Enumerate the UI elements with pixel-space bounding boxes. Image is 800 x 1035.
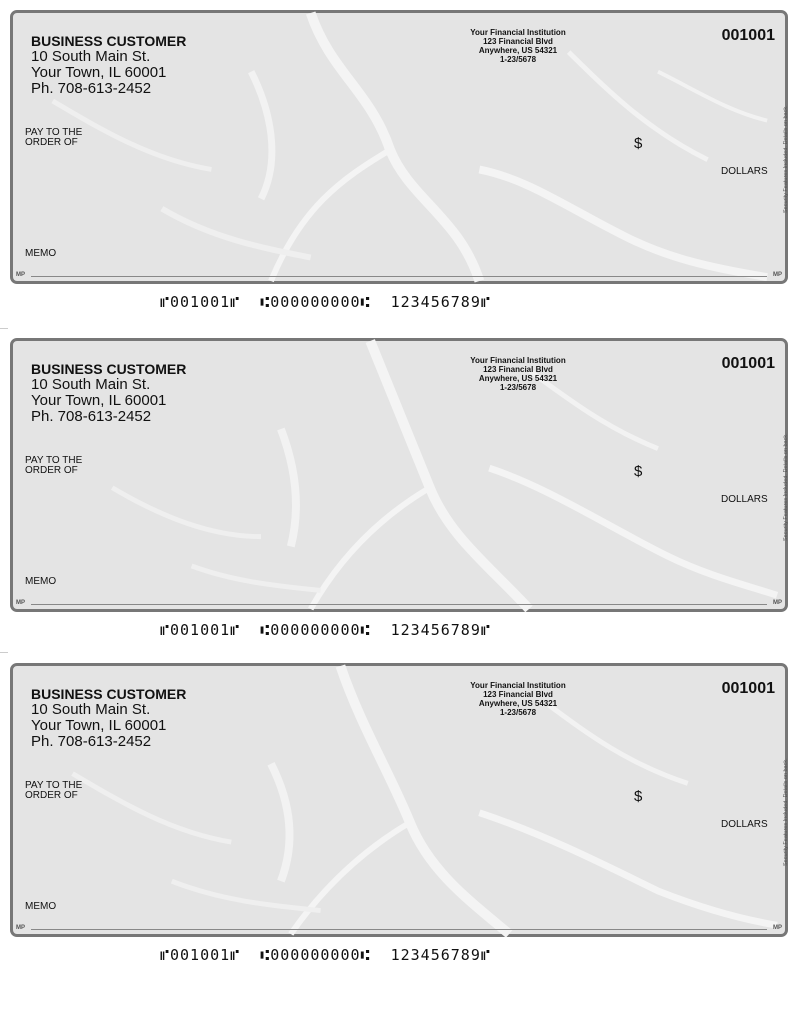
bank-address-2: Anywhere, US 54321 [478,699,558,708]
bank-name: Your Financial Institution [470,28,566,37]
company-block [31,33,186,97]
mp-mark-right: MP [773,272,782,278]
check-3 [10,663,788,937]
signature-baseline [31,604,767,605]
dollars-label: DOLLARS [721,819,768,830]
micr-line: ⑈001001⑈ ⑆000000000⑆ 123456789⑈ [160,293,491,311]
security-notice: Security Features Included. Details on back. [783,758,789,866]
check-slot-1 [0,0,800,328]
memo-label: MEMO [25,901,57,912]
company-address-2: Your Town, IL 60001 [31,717,167,734]
pay-to-line-1: PAY TO THE [25,127,83,138]
bank-block [418,28,618,64]
company-address-2: Your Town, IL 60001 [31,64,167,81]
dollars-label: DOLLARS [721,494,768,505]
bank-address-2: Anywhere, US 54321 [478,46,558,55]
pay-to-label [25,456,82,476]
pay-to-line-1: PAY TO THE [25,780,83,791]
dollar-sign: $ [634,463,643,480]
check-1 [10,10,788,284]
micr-line: ⑈001001⑈ ⑆000000000⑆ 123456789⑈ [160,621,491,639]
bank-routing-fraction: 1-23/5678 [499,708,537,717]
memo-label: MEMO [25,576,57,587]
company-phone: Ph. 708-613-2452 [31,80,152,97]
bank-name: Your Financial Institution [470,356,566,365]
company-address-1: 10 South Main St. [31,701,151,718]
pay-to-line-1: PAY TO THE [25,455,83,466]
bank-address-1: 123 Financial Blvd [483,37,553,46]
mp-mark-left: MP [16,600,25,606]
company-address-1: 10 South Main St. [31,376,151,393]
bank-address-2: Anywhere, US 54321 [478,374,558,383]
micr-line: ⑈001001⑈ ⑆000000000⑆ 123456789⑈ [160,946,491,964]
check-number: 001001 [721,27,775,44]
security-notice: Security Features Included. Details on back. [783,433,789,541]
signature-baseline [31,929,767,930]
check-slot-2 [0,328,800,656]
bank-address-1: 123 Financial Blvd [483,365,553,374]
company-name: BUSINESS CUSTOMER [31,33,187,49]
company-name: BUSINESS CUSTOMER [31,361,187,377]
mp-mark-left: MP [16,925,25,931]
pay-to-label [25,781,82,801]
mp-mark-right: MP [773,925,782,931]
check-number: 001001 [721,680,775,697]
bank-block [418,681,618,717]
pay-to-line-2: ORDER OF [25,137,78,148]
bank-block [418,356,618,392]
memo-label: MEMO [25,248,57,259]
security-notice: Security Features Included. Details on back. [783,105,789,213]
dollar-sign: $ [634,788,643,805]
company-block [31,686,186,750]
company-address-2: Your Town, IL 60001 [31,392,167,409]
pay-to-line-2: ORDER OF [25,790,78,801]
bank-routing-fraction: 1-23/5678 [499,55,537,64]
mp-mark-left: MP [16,272,25,278]
dollar-sign: $ [634,135,643,152]
company-block [31,361,186,425]
check-2 [10,338,788,612]
check-number: 001001 [721,355,775,372]
pay-to-label [25,128,82,148]
mp-mark-right: MP [773,600,782,606]
company-phone: Ph. 708-613-2452 [31,733,152,750]
company-name: BUSINESS CUSTOMER [31,686,187,702]
bank-address-1: 123 Financial Blvd [483,690,553,699]
company-address-1: 10 South Main St. [31,48,151,65]
bank-name: Your Financial Institution [470,681,566,690]
pay-to-line-2: ORDER OF [25,465,78,476]
bank-routing-fraction: 1-23/5678 [499,383,537,392]
signature-baseline [31,276,767,277]
dollars-label: DOLLARS [721,166,768,177]
company-phone: Ph. 708-613-2452 [31,408,152,425]
check-slot-3 [0,653,800,981]
